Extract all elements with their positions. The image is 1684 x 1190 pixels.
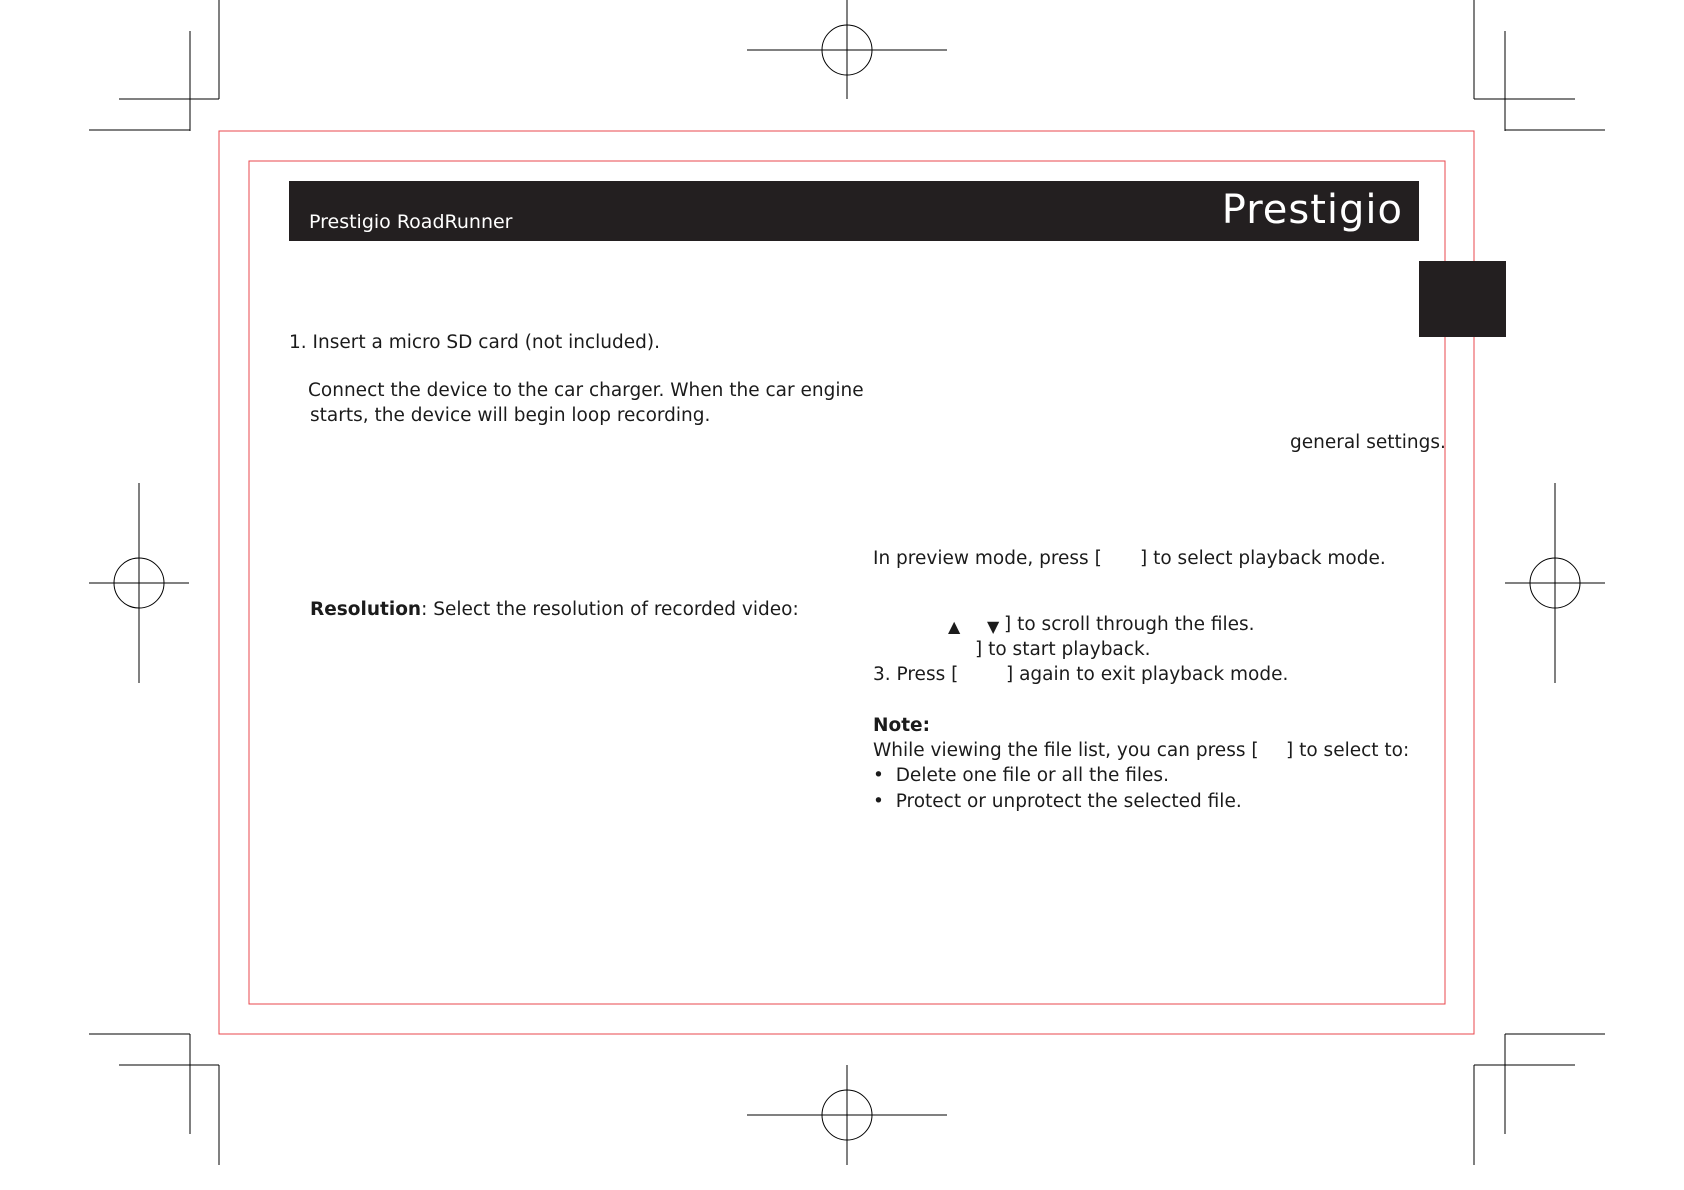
scroll-line: ] to scroll through the files. bbox=[1004, 614, 1255, 635]
resolution-label: Resolution bbox=[310, 599, 422, 620]
note-line-start: While viewing the file list, you can press [ bbox=[873, 740, 1259, 761]
note-line-end: ] to select to: bbox=[1286, 740, 1410, 761]
header-title: Prestigio RoadRunner bbox=[309, 211, 513, 233]
bullet-text: Delete one file or all the files. bbox=[895, 765, 1169, 786]
section-tab bbox=[1419, 261, 1506, 337]
step-insert-card: 1. Insert a micro SD card (not included). bbox=[289, 332, 660, 353]
bullet-item bbox=[873, 789, 1242, 814]
resolution-item bbox=[310, 597, 799, 622]
step-connect-line2: starts, the device will begin loop recording. bbox=[310, 405, 711, 426]
bullet-glyph: • bbox=[873, 791, 884, 812]
exit-line-end: ] again to exit playback mode. bbox=[1006, 664, 1289, 685]
step-connect-line1: Connect the device to the car charger. When the car engine bbox=[308, 380, 864, 401]
registration-mark-bottom bbox=[747, 1065, 947, 1165]
registration-mark-right bbox=[1505, 483, 1605, 683]
preview-line-start: In preview mode, press [ bbox=[873, 548, 1102, 569]
note-title: Note: bbox=[873, 715, 930, 736]
bullet-item bbox=[873, 763, 1169, 788]
exit-line-start: 3. Press [ bbox=[873, 664, 959, 685]
down-arrow-icon: ▼ bbox=[987, 617, 1000, 636]
bullet-text: Protect or unprotect the selected file. bbox=[895, 791, 1242, 812]
inner-safe-box bbox=[249, 161, 1445, 1004]
settings-fragment: general settings. bbox=[1290, 432, 1446, 453]
up-arrow-icon: ▲ bbox=[948, 617, 961, 636]
start-playback-line: ] to start playback. bbox=[975, 639, 1151, 660]
header-bar bbox=[289, 181, 1419, 241]
resolution-text: : Select the resolution of recorded video: bbox=[421, 599, 799, 620]
registration-mark-top bbox=[747, 0, 947, 99]
bullet-glyph: • bbox=[873, 765, 884, 786]
preview-line-end: ] to select playback mode. bbox=[1140, 548, 1386, 569]
registration-mark-left bbox=[89, 483, 189, 683]
outer-trim-box bbox=[219, 131, 1474, 1034]
prestigio-logo: Prestigio bbox=[1221, 187, 1403, 233]
